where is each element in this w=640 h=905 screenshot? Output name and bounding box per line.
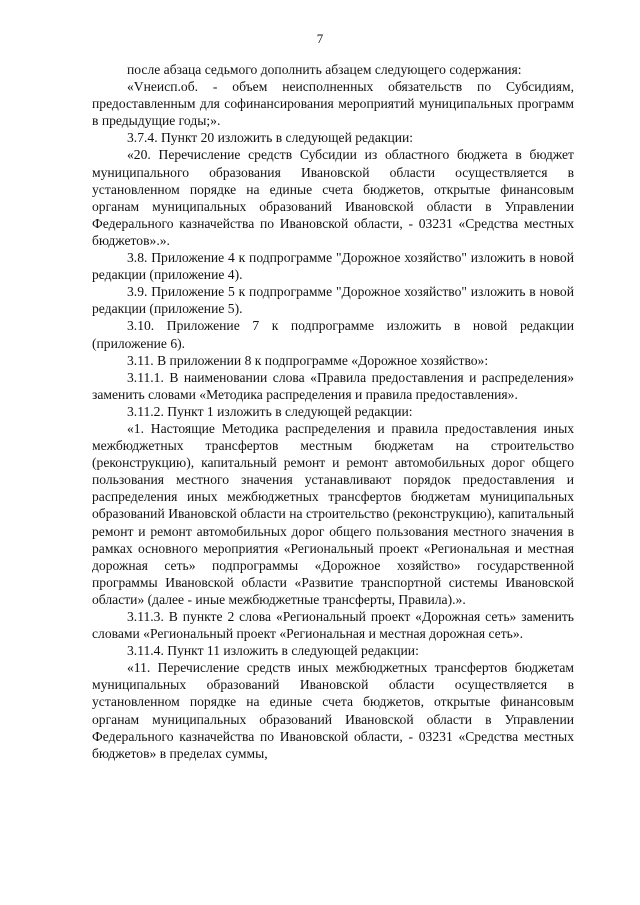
paragraph: 3.10. Приложение 7 к подпрограмме изложить в новой редакции (приложение 6). [92, 318, 574, 351]
paragraph: 3.11. В приложении 8 к подпрограмме «Дорожное хозяйство»: [127, 352, 489, 368]
paragraph: «1. Настоящие Методика распределения и правила предоставления иных межбюджетных трансфертов местным бюджетам на строительство (реконструкцию), капитальный ремонт и ремонт автомобильных дорог общего пользования местного значения устанавливают порядок предоставления и распределения иных межбюджетных трансфертов бюджетам муниципальных образований Ивановской области на строительство (реконструкцию), капитальный ремонт и ремонт автомобильных дорог общего пользования местного значения в рамках основного мероприятия «Региональный проект «Региональная и местная дорожная сеть» подпрограммы «Дорожное хозяйство» государственной программы Ивановской области «Развитие транспортной системы Ивановской области» (далее - иные межбюджетные трансферты, Правила).». [92, 420, 574, 607]
paragraph: 3.11.2. Пункт 1 изложить в следующей редакции: [127, 403, 413, 419]
paragraph: 3.11.3. В пункте 2 слова «Региональный проект «Дорожная сеть» заменить словами «Региональный проект «Региональная и местная дорожная сеть». [92, 609, 574, 642]
paragraph: «11. Перечисление средств иных межбюджетных трансфертов бюджетам муниципальных образований Ивановской области осуществляется в установленном порядке на единые счета бюджетов, открытые финансовым органам муниципальных образований Ивановской области в Управлении Федерального казначейства по Ивановской области, - 03231 «Средства местных бюджетов» в пределах суммы, [92, 660, 574, 761]
paragraph: 3.11.1. В наименовании слова «Правила предоставления и распределения» заменить словами «Методика распределения и правила предоставления». [92, 369, 574, 402]
paragraph: 3.8. Приложение 4 к подпрограмме "Дорожное хозяйство" изложить в новой редакции (приложение 4). [92, 250, 574, 283]
page-number: 7 [316, 31, 324, 46]
body-text [92, 61, 574, 762]
paragraph: 3.9. Приложение 5 к подпрограмме "Дорожное хозяйство" изложить в новой редакции (приложение 5). [92, 284, 574, 317]
paragraph: после абзаца седьмого дополнить абзацем следующего содержания: [127, 62, 522, 77]
paragraph: 3.7.4. Пункт 20 изложить в следующей редакции: [127, 130, 414, 146]
paragraph: 3.11.4. Пункт 11 изложить в следующей редакции: [127, 643, 419, 659]
paragraph: «20. Перечисление средств Субсидии из областного бюджета в бюджет муниципального образования Ивановской области осуществляется в установленном порядке на единые счета бюджетов, открытые финансовым органам муниципальных образований Ивановской области в Управлении Федерального казначейства по Ивановской области, - 03231 «Средства местных бюджетов».». [92, 147, 574, 248]
paragraph: «Vнеисп.об. - объем неисполненных обязательств по Субсидиям, предоставленным для софинансирования мероприятий муниципальных программ в предыдущие годы;». [92, 79, 574, 129]
